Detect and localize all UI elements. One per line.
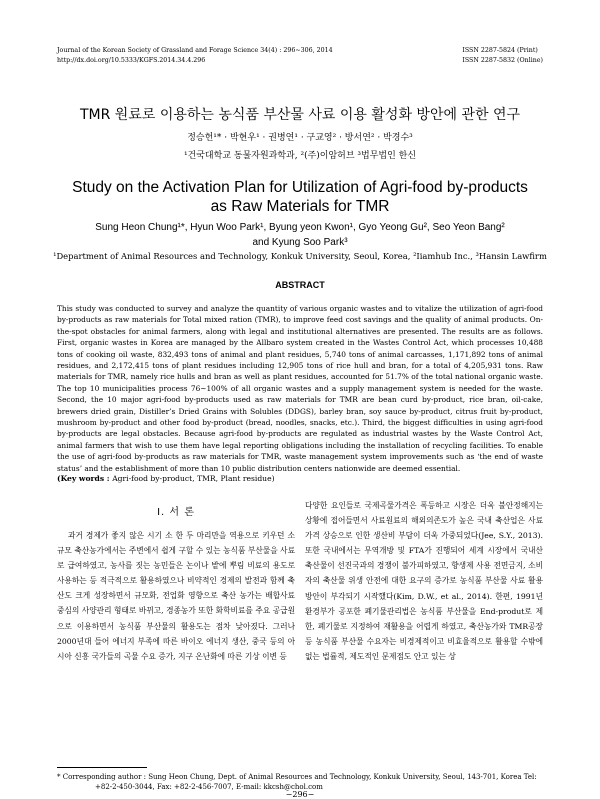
journal-header: [57, 46, 333, 65]
english-authors-line2: and Kyung Soo Park³: [252, 237, 348, 248]
english-authors: [0, 220, 600, 250]
korean-title: TMR 원료로 이용하는 농식품 부산물 사료 이용 활성화 방안에 관한 연구: [79, 107, 520, 123]
english-authors-line1: Sung Heon Chung¹*, Hyun Woo Park¹, Byung yeon Kwon¹, Gyo Yeong Gu², Seo Yeon Bang²: [95, 222, 505, 233]
keywords-list: Agri-food by-product, TMR, Plant residue): [112, 474, 275, 483]
footnote-divider: [57, 767, 147, 768]
intro-left-column: 과거 경제가 좋지 않은 시기 소 한 두 마리만을 역용으로 키우던 소규모 축산농가에서는 주변에서 쉽게 구할 수 있는 농식품 부산물을 사료로 급여하였고, 농사를 짓는 농민들은 논이나 밭에 뿌림 비료의 용도로 사용하는 등 적극적으로 활용하였으나 비약적인 경제의 발전과 함께 축산도 크게 성장하면서 규모화, 전업화 영향으로 축산 농가는 배합사료 중심의 사양관리 형태로 바뀌고, 경종농가 또한 화학비료를 주요 공급원으로 이용하면서 농식품 부산물의 활용도는 점차 낮아졌다. 그러나 2000년대 들어 에너지 부족에 따른 바이오 에너지 생산, 중국 등의 아시아 신흥 국가들의 곡물 수요 증가, 지구 온난화에 따른 기상 이변 등: [57, 531, 295, 661]
korean-affiliations: ¹건국대학교 동물자원과학과, ²(주)이암허브 ³법무법인 한신: [183, 151, 417, 161]
doi-link[interactable]: http://dx.doi.org/10.5333/KGFS.2014.34.4.296: [57, 56, 206, 64]
english-affiliations: ¹Department of Animal Resources and Technology, Konkuk University, Seoul, Korea, ²Iiamhub Inc., ³Hansin Lawfirm: [53, 251, 547, 261]
keywords-label: (Key words :: [57, 474, 113, 483]
korean-authors: 정승헌¹* · 박현우¹ · 권병연¹ · 구교영² · 방서연² · 박경수³: [187, 133, 413, 143]
intro-right-column: 다양한 요인들로 국제곡물가격은 폭등하고 시장은 더욱 불안정해지는 상황에 접어들면서 사료원료의 해외의존도가 높은 국내 축산업은 사료가격 상승으로 인한 생산비 부담이 더욱 가중되었다(Jee, S.Y., 2013). 또한 국내에서는 무역개방 및 FTA가 진행되어 세계 시장에서 국내산 축산물이 선진국과의 경쟁이 불가피하였고, 향생제 사용 전면금지, 소비자의 축산물 위생 안전에 대한 요구의 증가로 농식품 부산물 사료 활용 방안이 부각되기 시작했다(Kim, D.W., et al., 2014). 한편, 1991년 환경부가 공포한 폐기물관리법은 농식품 부산물을 End-produt로 제한, 폐기물로 지정하여 재활용을 어렵게 하였고, 축산농가와 TMR공장 등 농식품 부산물 수요자는 비경제적이고 비효율적으로 활용할 수밖에 없는 법률적, 제도적인 문제점도 안고 있는 상: [305, 501, 543, 661]
page-number: −296−: [285, 790, 315, 799]
english-title-line2: as Raw Materials for TMR: [210, 198, 390, 215]
issn-block: [462, 46, 543, 65]
english-title: [0, 178, 600, 216]
english-title-line1: Study on the Activation Plan for Utilization of Agri-food by-products: [72, 179, 528, 196]
issn-online: ISSN 2287-5832 (Online): [462, 56, 543, 64]
section-heading-introduction: Ⅰ. 서 론: [157, 507, 195, 518]
keywords: [57, 474, 543, 483]
abstract-text: This study was conducted to survey and analyze the quantity of various organic wastes and to vitalize the utilization of agri-food by-products as raw materials for Total mixed ration (TMR), to improve feed cost savings and the quality of animal products. On-the-spot obstacles for animal farmers, along with legal and institutional alternatives are presented. The results are as follows. First, organic wastes in Korea are managed by the Allbaro system created in the Wastes Control Act, which processes 10,488 tons of cooking oil waste, 832,493 tons of animal and plant residues, 5,740 tons of animal carcasses, 1,171,892 tons of animal residues, and 2,172,415 tons of plant residues including 12,905 tons of rice hull and bran, for a total of 4,205,931 tons. Raw materials for TMR, namely rice hulls and bran as well as plant residues, accounted for 51.7% of the total national organic waste. The top 10 municipalities process 76~100% of all organic wastes and a supply management system is needed for the waste. Second, the 10 major agri-food by-products used as raw materials for TMR are bean curd by-product, rice bran, oil-cake, brewers dried grain, Distiller’s Dried Grains with Solubles (DDGS), barley bran, soy sauce by-product, citrus fruit by-product, mushroom by-product and other food by-product (bread, noodles, snacks, etc.). Third, the biggest difficulties in using agri-food by-products are legal obstacles. Because agri-food by-products are regulated as industrial wastes by the Waste Control Act, animal farmers that wish to use them have legal reporting obligations including the installation of recycling facilities. To enable the use of agri-food by-products as raw materials for TMR, waste management system improvements such as ‘the end of waste status’ and the establishment of more than 10 public distribution centers nationwide are deemed essential.: [57, 304, 543, 473]
abstract-heading: ABSTRACT: [275, 280, 325, 290]
issn-print: ISSN 2287-5824 (Print): [462, 47, 538, 54]
journal-citation: Journal of the Korean Society of Grassland and Forage Science 34(4) : 296~306, 2014: [57, 47, 333, 54]
footnote-line1: * Corresponding author : Sung Heon Chung, Dept. of Animal Resources and Technology, Konkuk University, Seoul, 143-701, Korea Tel:: [57, 773, 537, 781]
footnote-line2: +82-2-450-3044, Fax: +82-2-456-7007, E-mail: kkcsh@chol.com: [95, 782, 323, 791]
